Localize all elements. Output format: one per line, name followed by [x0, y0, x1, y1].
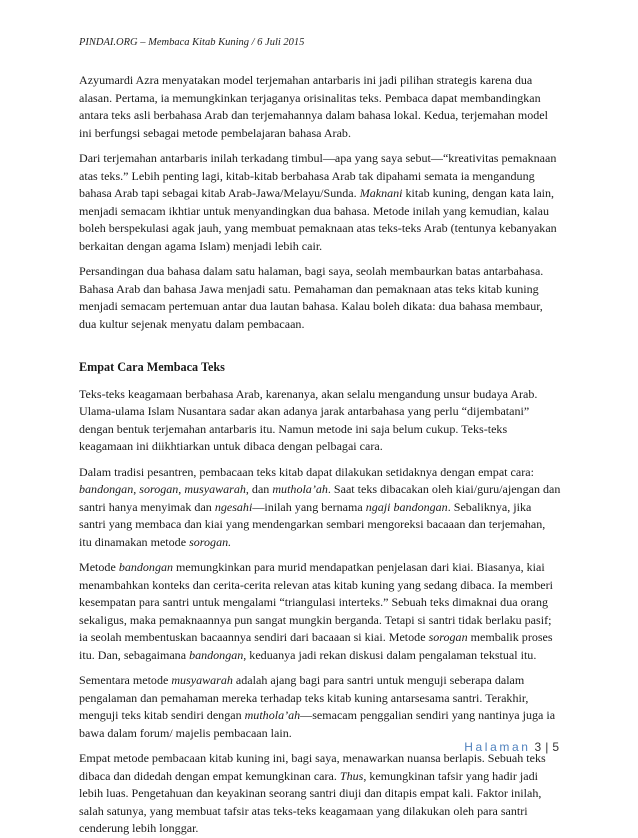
italic-term: bandongan [79, 482, 134, 496]
text-run: Sementara metode [79, 673, 172, 687]
italic-term: sorogan [139, 482, 179, 496]
italic-term: ngaji bandongan [365, 499, 448, 514]
text-run: , [178, 482, 185, 496]
paragraph-persandingan: Persandingan dua bahasa dalam satu halaman, bagi saya, seolah membaurkan batas antarbahasa. Bahasa Arab dan bahasa Jawa menjadi satu. Pemahaman dan pemaknaan atas teks kitab kuning menjadi semacam pertemuan antar dua lautan bahasa. Kalau boleh dikata: dua bahasa membaur, dua kultur sejenak menyatu dalam pembacaan. [79, 264, 544, 331]
text-run: , [133, 482, 140, 496]
text-run: membalik proses itu. Dan, sebagaimana [79, 630, 553, 662]
text-run: Metode [79, 560, 119, 574]
paragraph-metode-bandongan [79, 559, 561, 664]
text-run: , keduanya jadi rekan diskusi dalam pengalaman tekstual itu. [243, 647, 537, 662]
text-run: adalah ajang bagi para santri untuk menguji seberapa dalam pengalaman dan pemahaman mereka terhadap teks kitab kuning antarsesama santri. Terakhir, menguji teks kitab sendiri dengan [79, 673, 529, 722]
footer-separator: | [545, 740, 549, 754]
footer-page-number: 3 [534, 740, 542, 754]
paragraph-azra: Azyumardi Azra menyatakan model terjemahan antarbaris ini jadi pilihan strategis karena dua alasan. Pertama, ia memungkinkan terjaganya orisinalitas teks. Pembaca dapat membandingkan antara teks asli berbahasa Arab dan terjemahannya dalam bahasa lokal. Kedua, terjemahan model ini berfungsi sebagai metode pembelajaran bahasa Arab. [79, 73, 548, 140]
italic-term-thus: Thus [339, 768, 364, 783]
italic-term: sorogan. [189, 534, 232, 549]
text-run: . Saat teks dibacakan oleh kiai/guru/ajengan dan santri hanya menyimak dan [79, 482, 561, 514]
paragraph-empat-metode [79, 750, 561, 838]
italic-term: bandongan [189, 647, 244, 662]
text-run: —semacam penggalian sendiri yang nantinya juga ia bawa dalam forum/ majelis pembacaan lain. [79, 708, 556, 740]
italic-term: muthola’ah [244, 708, 301, 722]
text-run: Empat metode pembacaan kitab kuning ini, bagi saya, menawarkan nuansa berlapis. Sebuah teks dibaca dan didedah dengan empat kemungkinan cara. [79, 751, 546, 783]
italic-term: musyawarah [171, 673, 233, 687]
text-run: , kemungkinan tafsir yang hadir jadi lebih luas. Pengetahuan dan keyakinan seorang santri diuji dan ditapis empat kali. Faktor inilah, salah satunya, yang membuat tafsir atas teks-teks keagamaan yang dilakukan oleh para santri cenderung lebih longgar. [79, 768, 542, 835]
text-run: memungkinkan para murid mendapatkan penjelasan dari kiai. Biasanya, kiai menambahkan konteks dan cerita-cerita relevan atas kitab kuning yang sedang dibaca. Ia memberi kesempatan para santri untuk mengalami “triangulasi interteks.” Sebuah teks dimaknai dua orang sekaligus, maka pemaknaannya pun sangat mungkin berganda. Tetapi si santri tidak berlaku pasif; ia seolah membentuskan bacaannya sendiri dari bacaaan si kiai. Metode [79, 560, 553, 644]
paragraph-teks-keagamaan: Teks-teks keagamaan berbahasa Arab, karenanya, akan selalu mengandung unsur budaya Arab. Ulama-ulama Islam Nusantara sadar akan adanya jarak antarbahasa yang perlu “dijembatani” dengan bentuk terjemahan antarbaris itu. Namun metode ini saja belum cukup. Teks-teks keagamaan ini diikhtiarkan untuk dibaca dengan pelbagai cara. [79, 386, 538, 453]
paragraph-terjemahan-antarbaris [79, 150, 561, 255]
running-header: PINDAI.ORG – Membaca Kitab Kuning / 6 Juli 2015 [79, 37, 305, 48]
italic-term: sorogan [428, 630, 468, 644]
text-run: —inilah yang bernama [252, 499, 366, 514]
italic-term-maknani: Maknani [359, 186, 403, 200]
section-heading: Empat Cara Membaca Teks [79, 360, 225, 374]
document-body [79, 72, 561, 838]
footer-label: Halaman [464, 740, 531, 754]
italic-term: ngesahi [214, 499, 253, 514]
paragraph-tradisi-pesantren [79, 464, 561, 552]
footer-page-total: 5 [552, 740, 559, 754]
page-footer [464, 740, 559, 754]
italic-term: muthola’ah [272, 482, 328, 496]
paragraph-metode-musyawarah [79, 672, 561, 742]
text-run: . Sebaliknya, jika santri yang membaca dan kiai yang mendengarkan sembari mengoreksi bacaaan dan terjemahan, itu dinamakan metode [79, 499, 546, 549]
text-run: , dan [245, 482, 273, 496]
text-run: Dalam tradisi pesantren, pembacaan teks kitab dapat dilakukan setidaknya dengan empat cara: [79, 464, 534, 479]
text-run: Dari terjemahan antarbaris inilah terkadang timbul—apa yang saya sebut—“kreativitas pemaknaan atas teks.” Lebih penting lagi, kitab-kitab berbahasa Arab tak dipahami semata ia mengandung bahasa Arab tapi sebagai kitab Arab-Jawa/Melayu/Sunda. [79, 151, 557, 200]
text-run: kitab kuning, dengan kata lain, menjadi semacam ikhtiar untuk menyandingkan dua bahasa. Metode inilah yang kemudian, kalau boleh berspekulasi agak jauh, yang membuat pemaknaan atas teks-teks Arab (tentunya kebanyakan berkaitan dengan agama Islam) menjadi lebih cair. [79, 186, 557, 253]
italic-term: musyawarah [184, 482, 246, 496]
italic-term: bandongan [118, 560, 174, 574]
